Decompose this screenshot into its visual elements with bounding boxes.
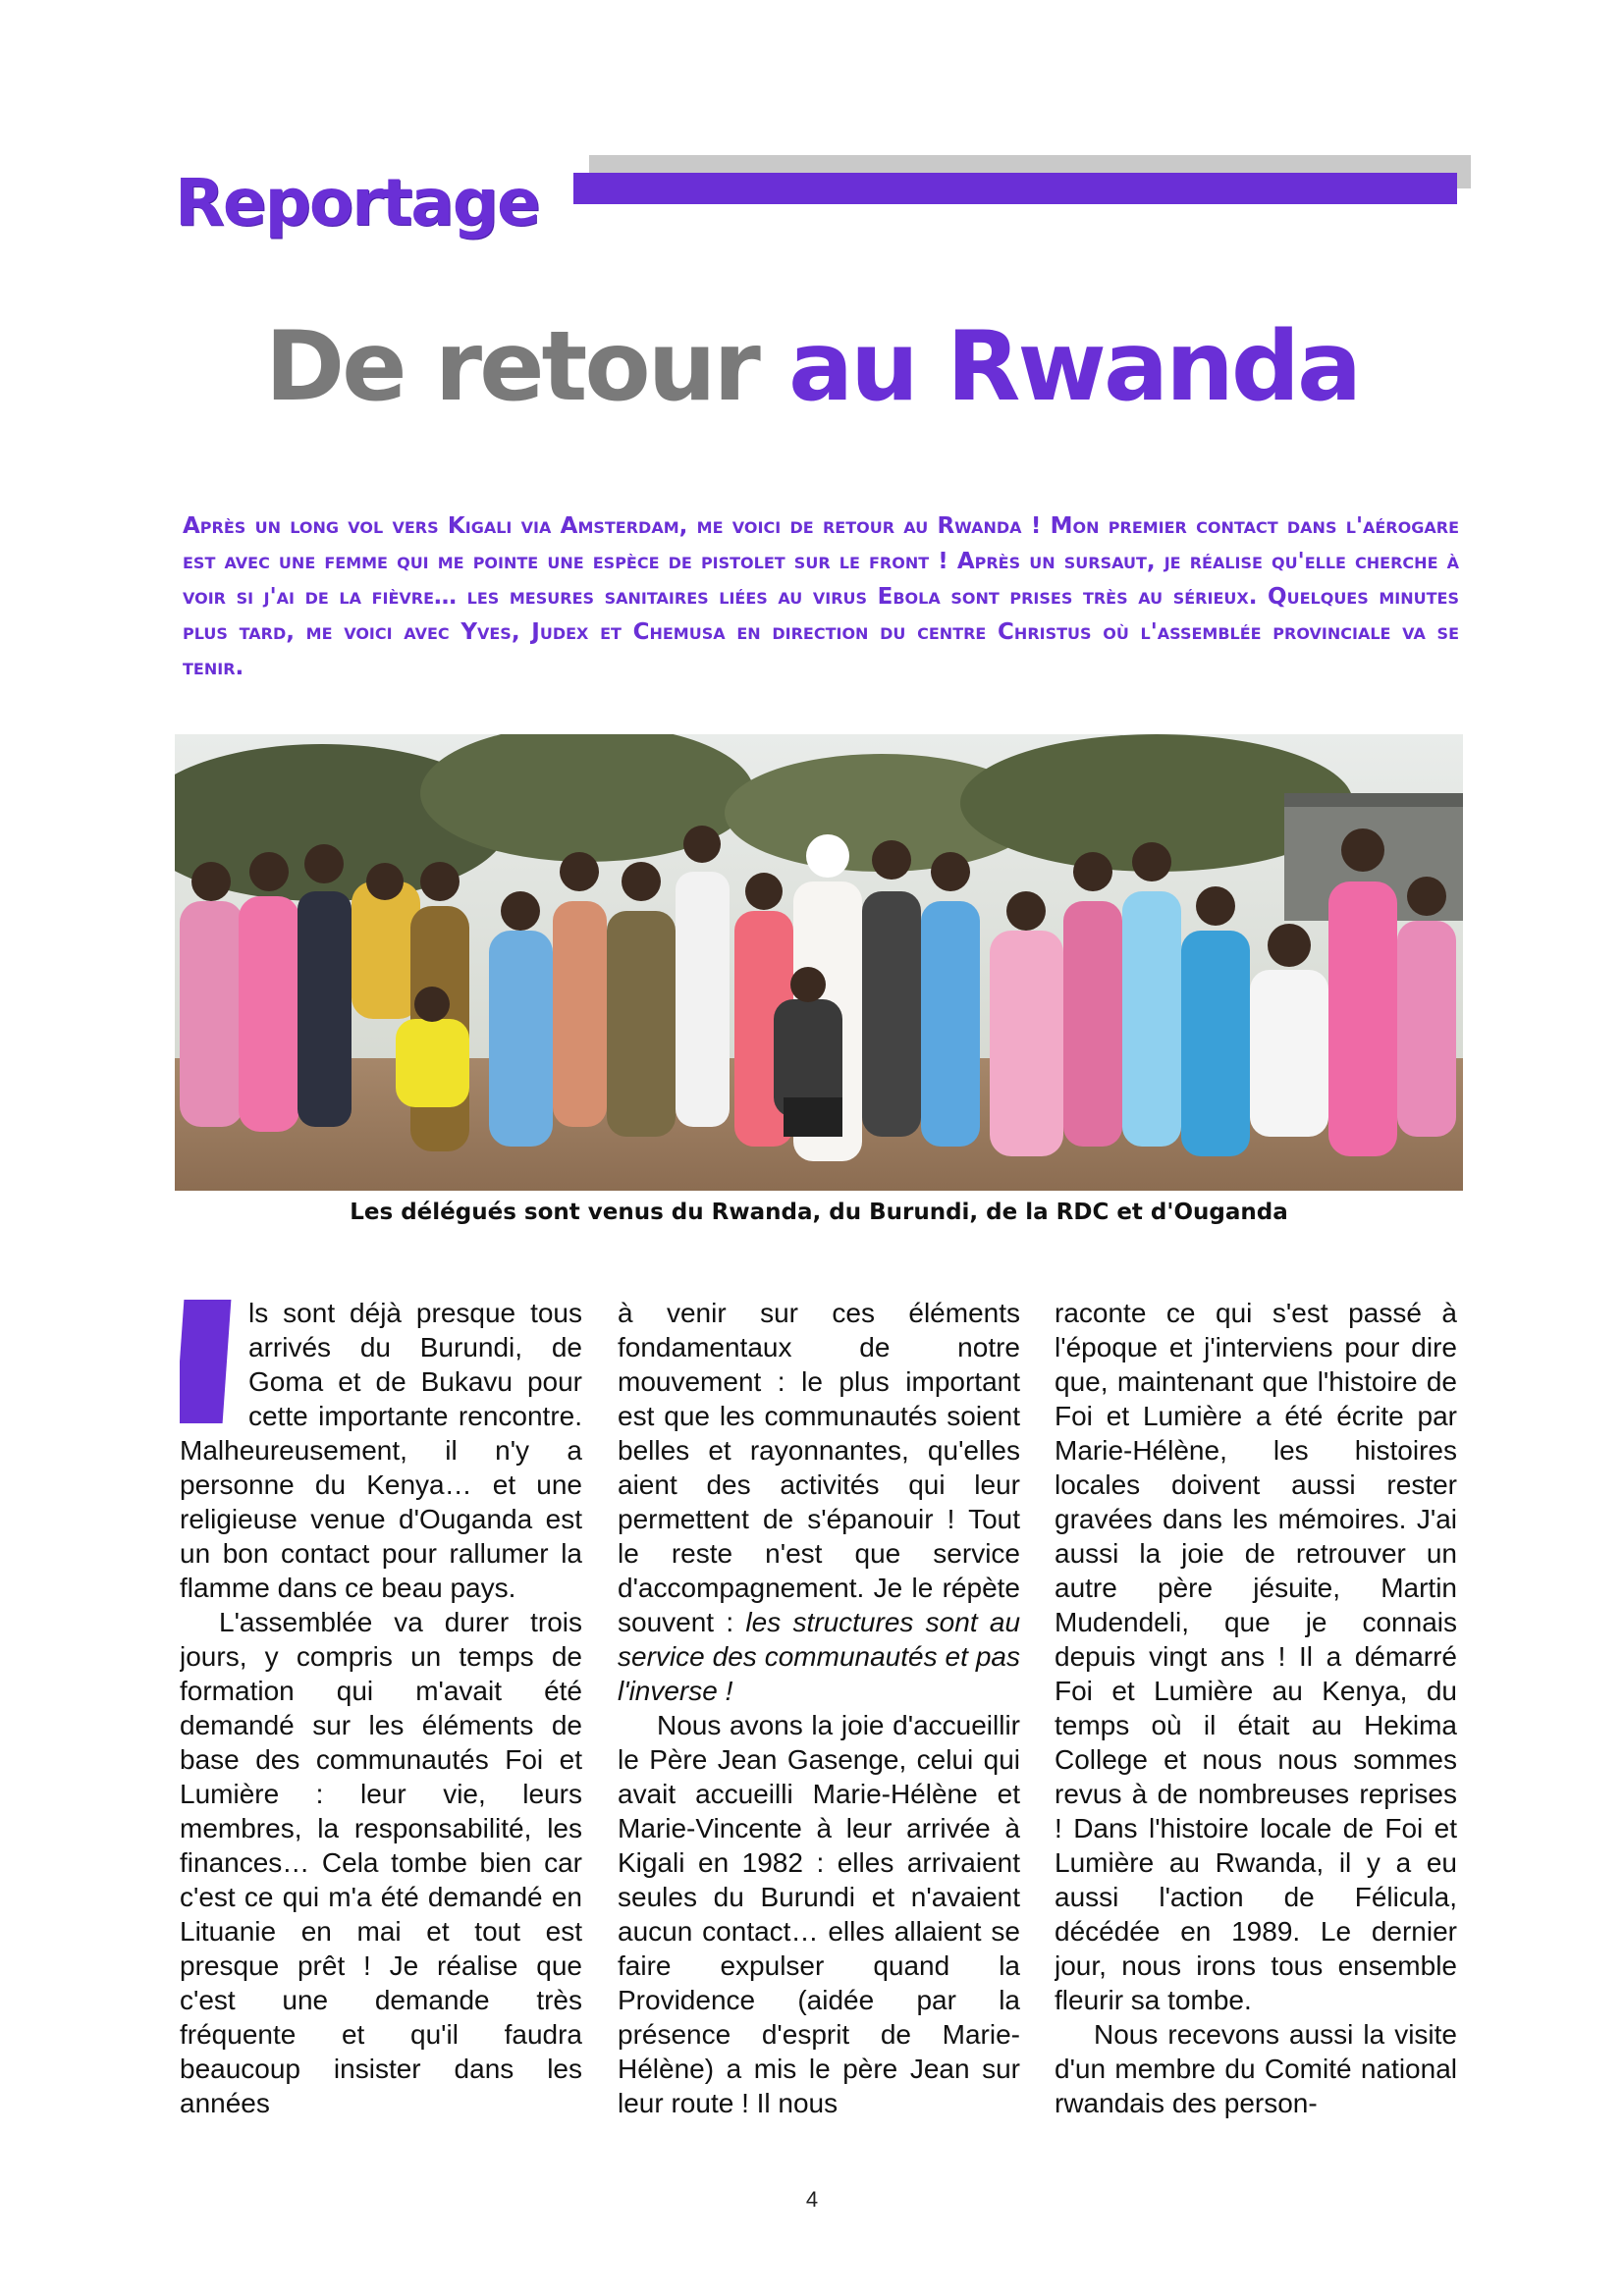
group-photo — [175, 734, 1463, 1191]
title-part-gray: De retour — [264, 311, 758, 423]
article-column-3 — [1055, 1296, 1457, 2140]
drop-cap — [180, 1296, 239, 1433]
paragraph — [180, 1296, 582, 1605]
page-number: 4 — [805, 2187, 819, 2212]
paragraph: raconte ce qui s'est passé à l'époque et j'interviens pour dire que, maintenant que l'histoire de Foi et Lumière a été écrite par Marie-Hélène, les histoires locales doivent aussi rester gravées dans les mémoires. J'ai aussi la joie de retrouver un autre père jésuite, Martin Mudendeli, que je connais depuis vingt ans ! Il a démarré Foi et Lumière au Kenya, du temps où il était au Hekima College et nous nous sommes revus à de nombreuses reprises ! Dans l'histoire locale de Foi et Lumière au Rwanda, il y a eu aussi l'action de Félicula, décédée en 1989. Le dernier jour, nous irons tous ensemble fleurir sa tombe. — [1055, 1298, 1457, 2015]
paragraph — [618, 1296, 1020, 1708]
paragraph-text: ls sont déjà presque tous arrivés du Burundi, de Goma et de Bukavu pour cette importante rencontre. Malheureusement, il n'y a personne du Kenya… et une religieuse venue d'Ouganda est un bon contact pour rallumer la flamme dans ce beau pays. — [180, 1298, 582, 1603]
paragraph-text: à venir sur ces éléments fondamentaux de notre mouvement : le plus important est que les communautés soient belles et rayonnantes, qu'elles aient des activités qui leur permettent de s'épanouir ! Tout le reste n'est que service d'accompagnement. Je le répète souvent : — [618, 1298, 1020, 1637]
article-column-1 — [180, 1296, 582, 2140]
paragraph: L'assemblée va durer trois jours, y compris un temps de formation qui m'avait été demandé sur les éléments de base des communautés Foi et Lumière : leur vie, leurs membres, la responsabilité, les finances… Cela tombe bien car c'est ce qui m'a été demandé en Lituanie en mai et tout est presque prêt ! Je réalise que c'est une demande très fréquente et qu'il faudra beaucoup insister dans les années — [180, 1607, 582, 2118]
photo-caption: Les délégués sont venus du Rwanda, du Burundi, de la RDC et d'Ouganda — [350, 1200, 1288, 1225]
intro-paragraph: Après un long vol vers Kigali via Amsterdam, me voici de retour au Rwanda ! Mon premier contact dans l'aérogare est avec une femme qui me pointe une espèce de pistolet sur le front ! Après un sursaut, je réalise qu'elle cherche à voir si j'ai de la fièvre… les mesures sanitaires liées au virus Ebola sont prises très au sérieux. Quelques minutes plus tard, me voici avec Yves, Judex et Chemusa en direction du centre Christus où l'assemblée provinciale va se tenir. — [183, 513, 1459, 680]
header-purple-bar — [573, 173, 1457, 204]
paragraph: Nous recevons aussi la visite d'un membre du Comité national rwandais des person- — [1055, 2019, 1457, 2118]
article-title — [0, 311, 1624, 423]
title-part-purple: au Rwanda — [787, 311, 1360, 423]
italic-emphasis: les structures sont au service des communautés et pas l'inverse ! — [618, 1607, 1020, 1706]
section-label: Reportage — [175, 165, 539, 240]
paragraph: Nous avons la joie d'accueillir le Père Jean Gasenge, celui qui avait accueilli Marie-Hélène et Marie-Vincente à leur arrivée à Kigali en 1982 : elles arrivaient seules du Burundi et n'avaient aucun contact… elles allaient se faire expulser quand la Providence (aidée par la présence d'esprit de Marie-Hélène) a mis le père Jean sur leur route ! Il nous — [618, 1710, 1020, 2118]
article-column-2 — [618, 1296, 1020, 2140]
